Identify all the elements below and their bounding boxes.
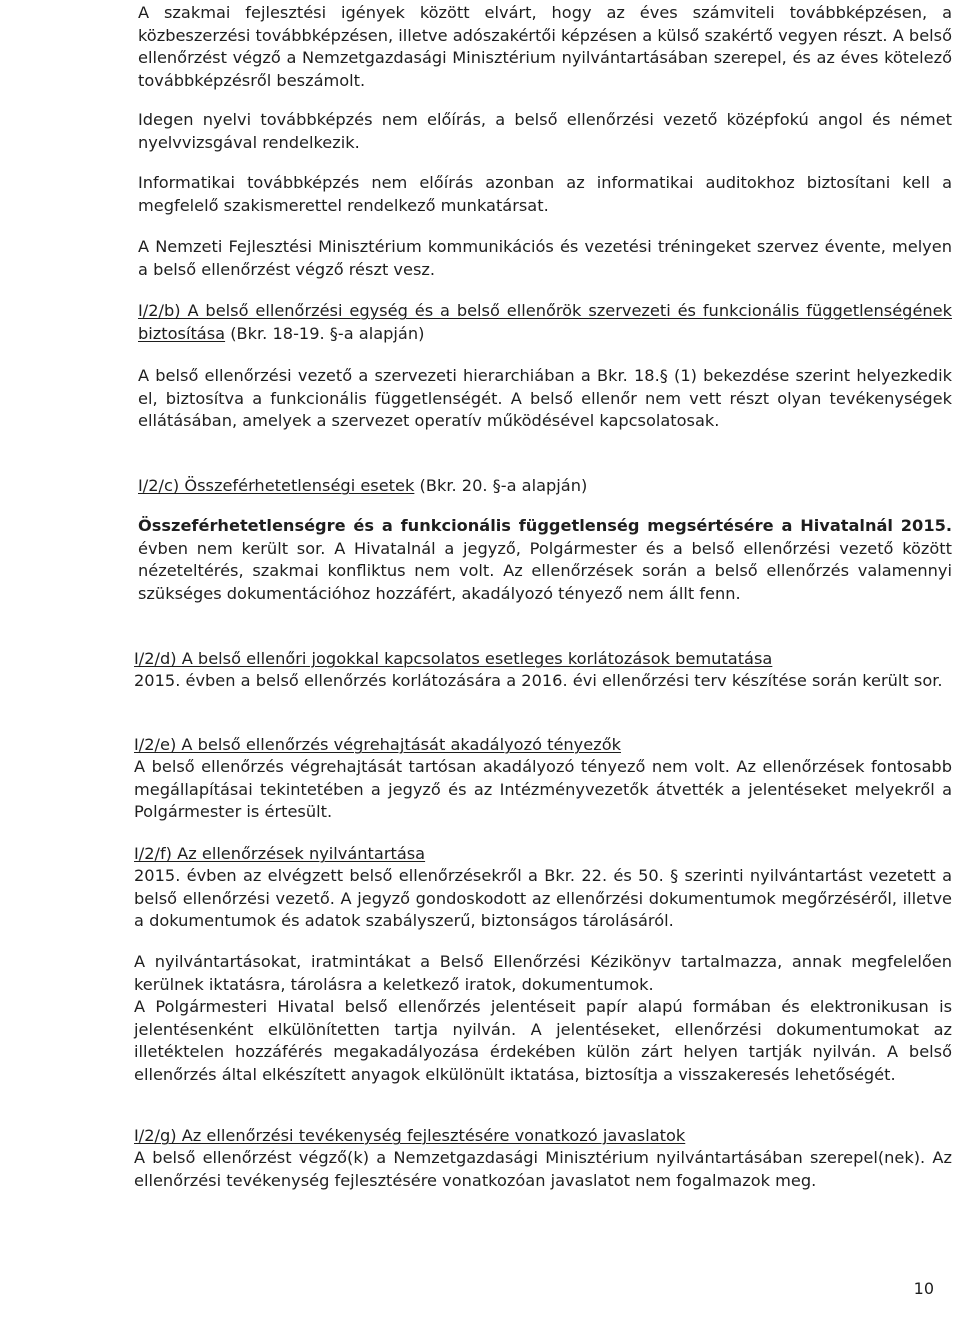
bold-statement: Összeférhetetlenségre és a funkcionális függetlenség megsértésére a Hivatalnál 2015. xyxy=(138,516,952,535)
paragraph-language-training: Idegen nyelvi továbbképzés nem előírás, a belső ellenőrzési vezető középfokú angol és német nyelvvizsgával rendelkezik. xyxy=(138,110,952,152)
heading-section-2g xyxy=(134,1125,952,1148)
paragraph-training-requirements: A szakmai fejlesztési igények között elvárt, hogy az éves számviteli továbbképzésen, a közbeszerzési továbbképzésen, illetve adószakértői képzésen a külső szakértő vegyen részt. A belső ellenőrzést végző a Nemzetgazdasági Minisztérium nyilvántartásában szerepel, és az éves kötelező továbbképzésről beszámolt. xyxy=(138,3,952,90)
heading-section-2b xyxy=(138,300,952,345)
paragraph-registry: 2015. évben az elvégzett belső ellenőrzésekről a Bkr. 22. és 50. § szerinti nyilvántartást vezetett a belső ellenőrzési vezető. A jegyző gondoskodott az ellenőrzési dokumentumok megőrzéséről, illetve a dokumentumok és adatok szabályszerű, biztonságos tárolásáról. xyxy=(134,866,952,931)
paragraph-incompatibility xyxy=(138,515,952,605)
heading-section-2b-title: I/2/b) A belső ellenőrzési egység és a belső ellenőrök szervezeti és funkcionális függetlenségének biztosítása xyxy=(138,301,952,343)
heading-section-2f xyxy=(134,843,952,866)
heading-section-2c xyxy=(138,475,952,498)
paragraph-manual: A nyilvántartásokat, iratmintákat a Belső Ellenőrzési Kézikönyv tartalmazza, annak megfelelően kerülnek iktatásra, tárolásra a keletkező iratok, dokumentumok. xyxy=(134,952,952,994)
paragraph-it-training: Informatikai továbbképzés nem előírás azonban az informatikai auditokhoz biztosítani kell a megfelelő szakismerettel rendelkező munkatársat. xyxy=(138,173,952,215)
heading-section-2d-title: I/2/d) A belső ellenőri jogokkal kapcsolatos esetleges korlátozások bemutatása xyxy=(134,649,773,668)
page-number: 10 xyxy=(913,1279,934,1298)
heading-section-2e xyxy=(134,734,952,757)
paragraph-obstacles: A belső ellenőrzés végrehajtását tartósan akadályozó tényező nem volt. Az ellenőrzések fontosabb megállapításai tekintetében a jegyző és az Intézményvezetők átvették a jelentéseket melyekről a Polgármester is értesült. xyxy=(134,757,952,822)
paragraph-ministry-trainings: A Nemzeti Fejlesztési Minisztérium kommunikációs és vezetési tréningeket szervez évente, melyen a belső ellenőrzést végző részt vesz. xyxy=(138,237,952,279)
heading-section-2f-title: I/2/f) Az ellenőrzések nyilvántartása xyxy=(134,844,426,863)
paragraph-independence: A belső ellenőrzési vezető a szervezeti hierarchiában a Bkr. 18.§ (1) bekezdése szerint helyezkedik el, biztosítva a funkcionális függetlenségét. A belső ellenőr nem vett részt olyan tevékenységek ellátásában, amelyek a szervezet operatív működésével kapcsolatosak. xyxy=(138,366,952,431)
paragraph-development-proposals: A belső ellenőrzést végző(k) a Nemzetgazdasági Minisztérium nyilvántartásában szerepel(nek). Az ellenőrzési tevékenység fejlesztésére vonatkozóan javaslatot nem fogalmazok meg. xyxy=(134,1148,952,1190)
heading-section-2c-reference: (Bkr. 20. §-a alapján) xyxy=(414,476,588,495)
paragraph-report-storage: A Polgármesteri Hivatal belső ellenőrzés jelentéseit papír alapú formában és elektronikusan is jelentésenként elkülönítetten tartja nyilván. A jelentéseket, ellenőrzési dokumentumokat az illetéktelen hozzáférés megakadályozása érdekében külön zárt helyen tartják nyilván. A belső ellenőrzés által elkészített anyagok elkülönült iktatása, biztosítja a visszakeresés lehetőségét. xyxy=(134,997,952,1084)
paragraph-incompatibility-text: évben nem került sor. A Hivatalnál a jegyző, Polgármester és a belső ellenőrzési vezető között nézeteltérés, szakmai konfliktus nem volt. Az ellenőrzések során a belső ellenőrzés valamennyi szükséges dokumentációhoz hozzáfért, akadályozó tényező nem állt fenn. xyxy=(138,538,952,603)
heading-section-2g-title: I/2/g) Az ellenőrzési tevékenység fejlesztésére vonatkozó javaslatok xyxy=(134,1126,686,1145)
heading-section-2c-title: I/2/c) Összeférhetetlenségi esetek xyxy=(138,476,415,495)
heading-section-2e-title: I/2/e) A belső ellenőrzés végrehajtását akadályozó tényezők xyxy=(134,735,621,754)
heading-section-2d xyxy=(134,648,952,671)
heading-section-2b-reference: (Bkr. 18-19. §-a alapján) xyxy=(225,323,425,343)
paragraph-restrictions: 2015. évben a belső ellenőrzés korlátozására a 2016. évi ellenőrzési terv készítése során került sor. xyxy=(134,671,943,690)
